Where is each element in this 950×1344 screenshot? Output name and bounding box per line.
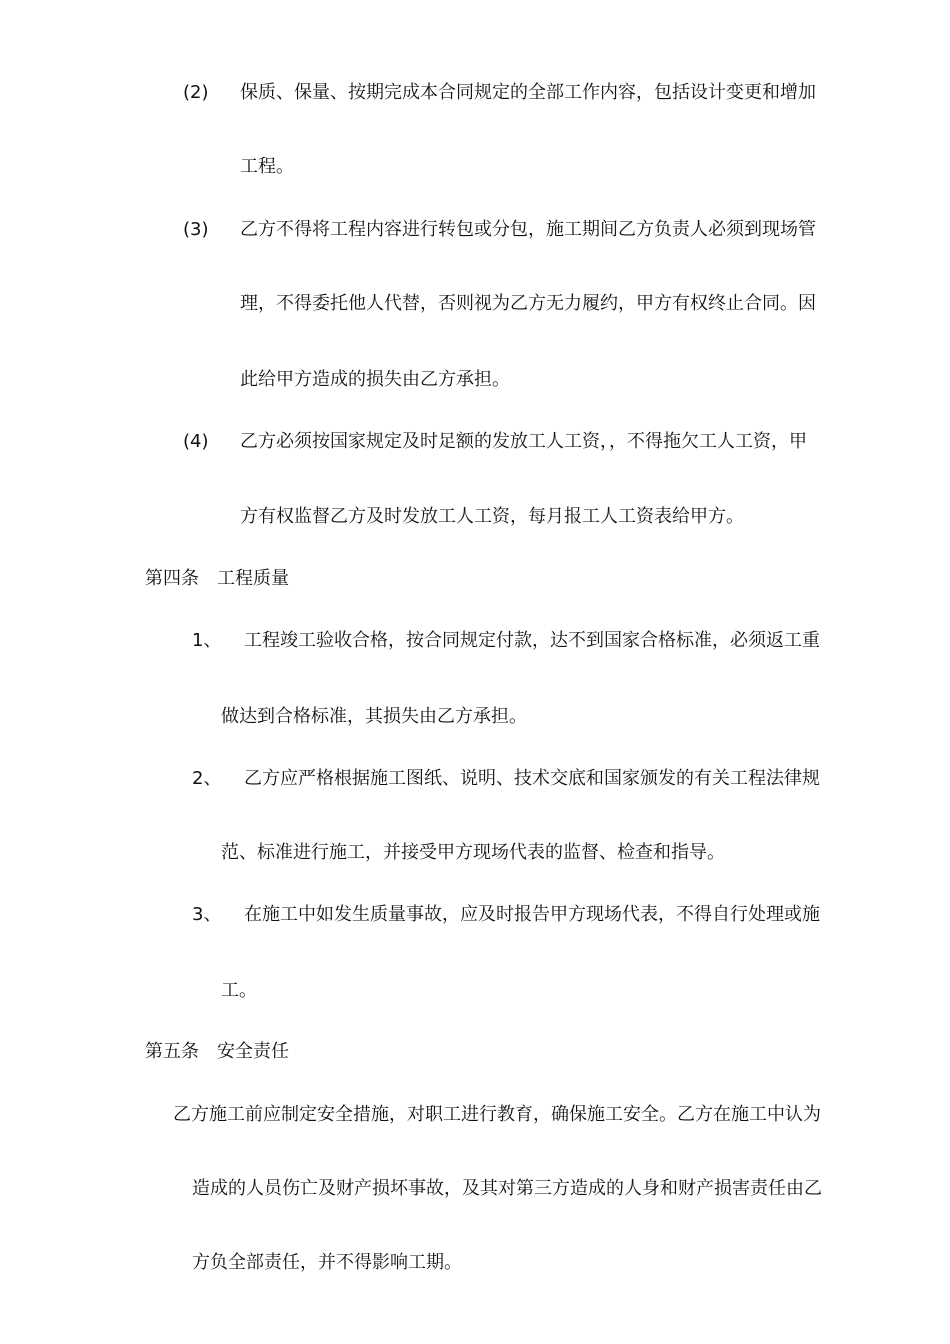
paragraph-line: 做达到合格标准，其损失由乙方承担。 <box>221 706 527 727</box>
paragraph-line: 保质、保量、按期完成本合同规定的全部工作内容，包括设计变更和增加 <box>240 82 816 103</box>
paragraph-line: 乙方应严格根据施工图纸、说明、技术交底和国家颁发的有关工程法律规 <box>244 768 820 789</box>
paragraph-line: 理，不得委托他人代替，否则视为乙方无力履约，甲方有权终止合同。因 <box>240 293 816 314</box>
paragraph-line: 乙方必须按国家规定及时足额的发放工人工资，，不得拖欠工人工资，甲 <box>240 431 807 452</box>
article-heading: 第五条 安全责任 <box>145 1041 289 1062</box>
paragraph-line: 此给甲方造成的损失由乙方承担。 <box>240 369 510 390</box>
item-number: 2、 <box>192 768 222 789</box>
paragraph-line: 乙方不得将工程内容进行转包或分包，施工期间乙方负责人必须到现场管 <box>240 219 816 240</box>
paragraph-line: 工。 <box>221 980 257 1001</box>
paragraph-line: 造成的人员伤亡及财产损坏事故，及其对第三方造成的人身和财产损害责任由乙 <box>192 1178 822 1199</box>
item-number: 3、 <box>192 904 222 925</box>
paragraph-line: 在施工中如发生质量事故，应及时报告甲方现场代表，不得自行处理或施 <box>244 904 820 925</box>
article-heading: 第四条 工程质量 <box>145 568 289 589</box>
item-number: (4) <box>183 431 209 452</box>
paragraph-line: 工程竣工验收合格，按合同规定付款，达不到国家合格标准，必须返工重 <box>244 630 820 651</box>
item-number: 1、 <box>192 630 222 651</box>
item-number: (2) <box>183 82 209 103</box>
paragraph-line: 工程。 <box>240 156 294 177</box>
paragraph-line: 乙方施工前应制定安全措施，对职工进行教育，确保施工安全。乙方在施工中认为 <box>173 1104 821 1125</box>
paragraph-line: 方有权监督乙方及时发放工人工资，每月报工人工资表给甲方。 <box>240 506 744 527</box>
paragraph-line: 方负全部责任，并不得影响工期。 <box>192 1252 462 1273</box>
paragraph-line: 范、标准进行施工，并接受甲方现场代表的监督、检查和指导。 <box>221 842 725 863</box>
item-number: (3) <box>183 219 209 240</box>
